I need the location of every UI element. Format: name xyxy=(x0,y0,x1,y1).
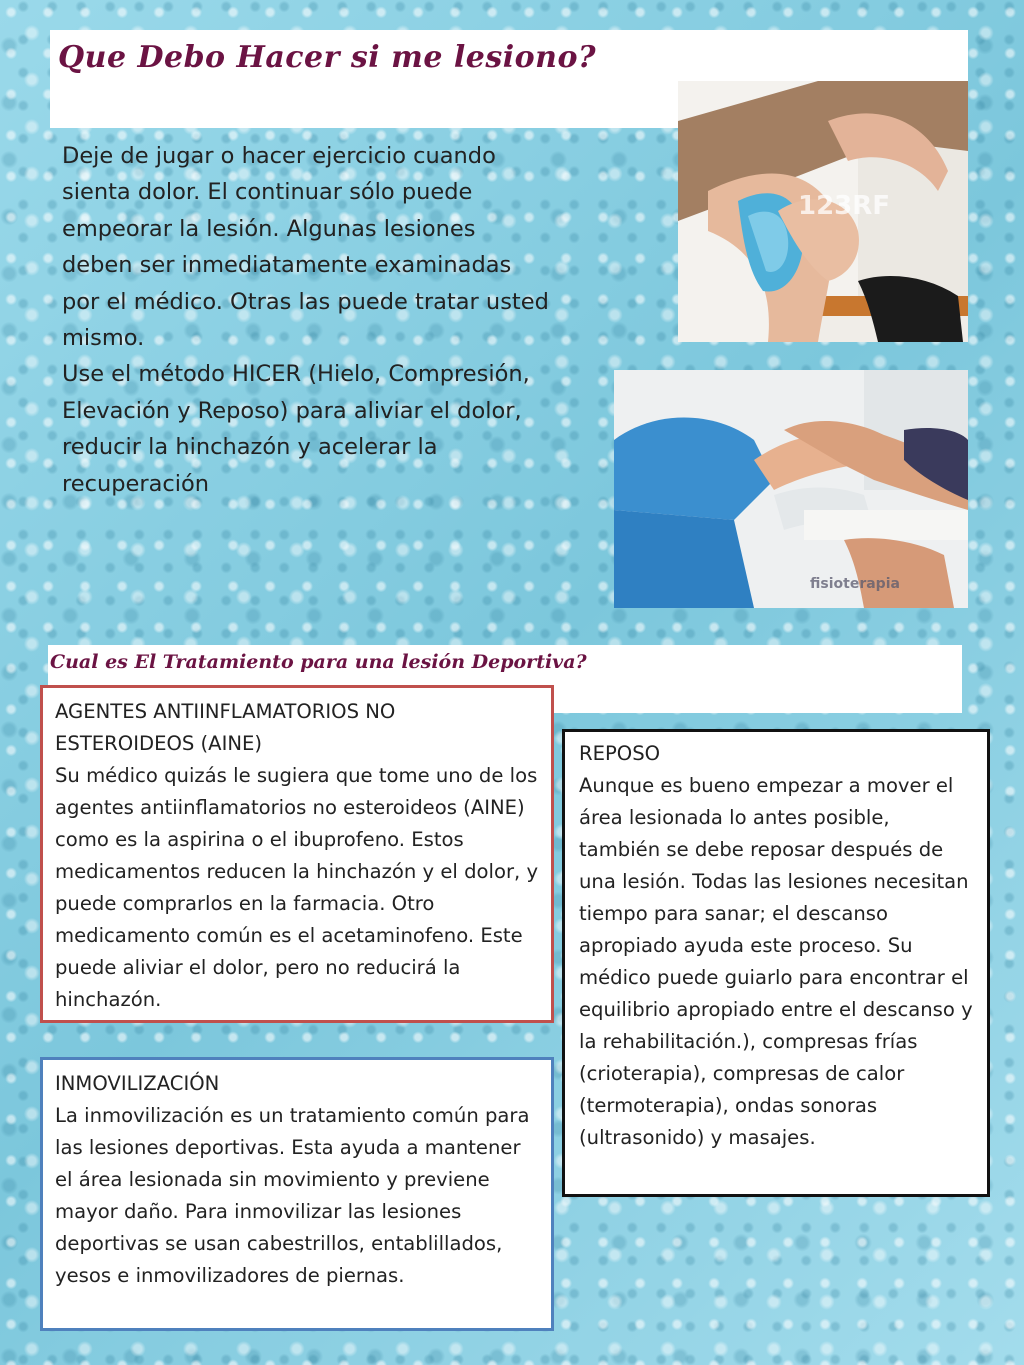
physiotherapy-photo xyxy=(614,370,968,608)
photo-watermark: fisioterapia xyxy=(810,576,900,592)
aine-heading: AGENTES ANTIINFLAMATORIOS NO ESTEROIDEOS (AINE) xyxy=(55,700,396,755)
reposo-box xyxy=(562,729,990,1197)
page-title: Que Debo Hacer si me lesiono? xyxy=(58,40,597,75)
photo-watermark: 123RF xyxy=(798,191,891,221)
physiotherapy-illustration xyxy=(614,370,968,608)
aine-body: Su médico quizás le sugiera que tome uno de los agentes antiinflamatorios no esteroideos (AINE) como es la aspirina o el ibuprofeno. Estos medicamentos reducen la hinchazón y el dolor, y puede comprarlos en la farmacia. Otro medicamento común es el acetaminofeno. Este puede aliviar el dolor, pero no reducirá la hinchazón. xyxy=(55,764,539,1011)
inmovilizacion-heading: INMOVILIZACIÓN xyxy=(55,1072,220,1095)
ice-pack-knee-photo xyxy=(678,81,968,342)
reposo-body: Aunque es bueno empezar a mover el área lesionada lo antes posible, también se debe reposar después de una lesión. Todas las lesiones necesitan tiempo para sanar; el descanso apropiado ayuda este proceso. Su médico puede guiarlo para encontrar el equilibrio apropiado entre el descanso y la rehabilitación.), compresas frías (crioterapia), compresas de calor (termoterapia), ondas sonoras (ultrasonido) y masajes. xyxy=(579,774,973,1149)
intro-text xyxy=(62,138,552,502)
section-subtitle: Cual es El Tratamiento para una lesión Deportiva? xyxy=(50,651,587,673)
intro-paragraph-2: Use el método HICER (Hielo, Compresión, Elevación y Reposo) para aliviar el dolor, reducir la hinchazón y acelerar la recuperación xyxy=(62,361,530,497)
inmovilizacion-box xyxy=(40,1057,554,1331)
inmovilizacion-body: La inmovilización es un tratamiento común para las lesiones deportivas. Esta ayuda a mantener el área lesionada sin movimiento y previene mayor daño. Para inmovilizar las lesiones deportivas se usan cabestrillos, entablillados, yesos e inmovilizadores de piernas. xyxy=(55,1104,530,1287)
reposo-heading: REPOSO xyxy=(579,742,661,765)
aine-box xyxy=(40,685,554,1023)
intro-paragraph-1: Deje de jugar o hacer ejercicio cuando sienta dolor. El continuar sólo puede empeorar la lesión. Algunas lesiones deben ser inmediatamente examinadas por el médico. Otras las puede tratar usted mismo. xyxy=(62,143,549,352)
